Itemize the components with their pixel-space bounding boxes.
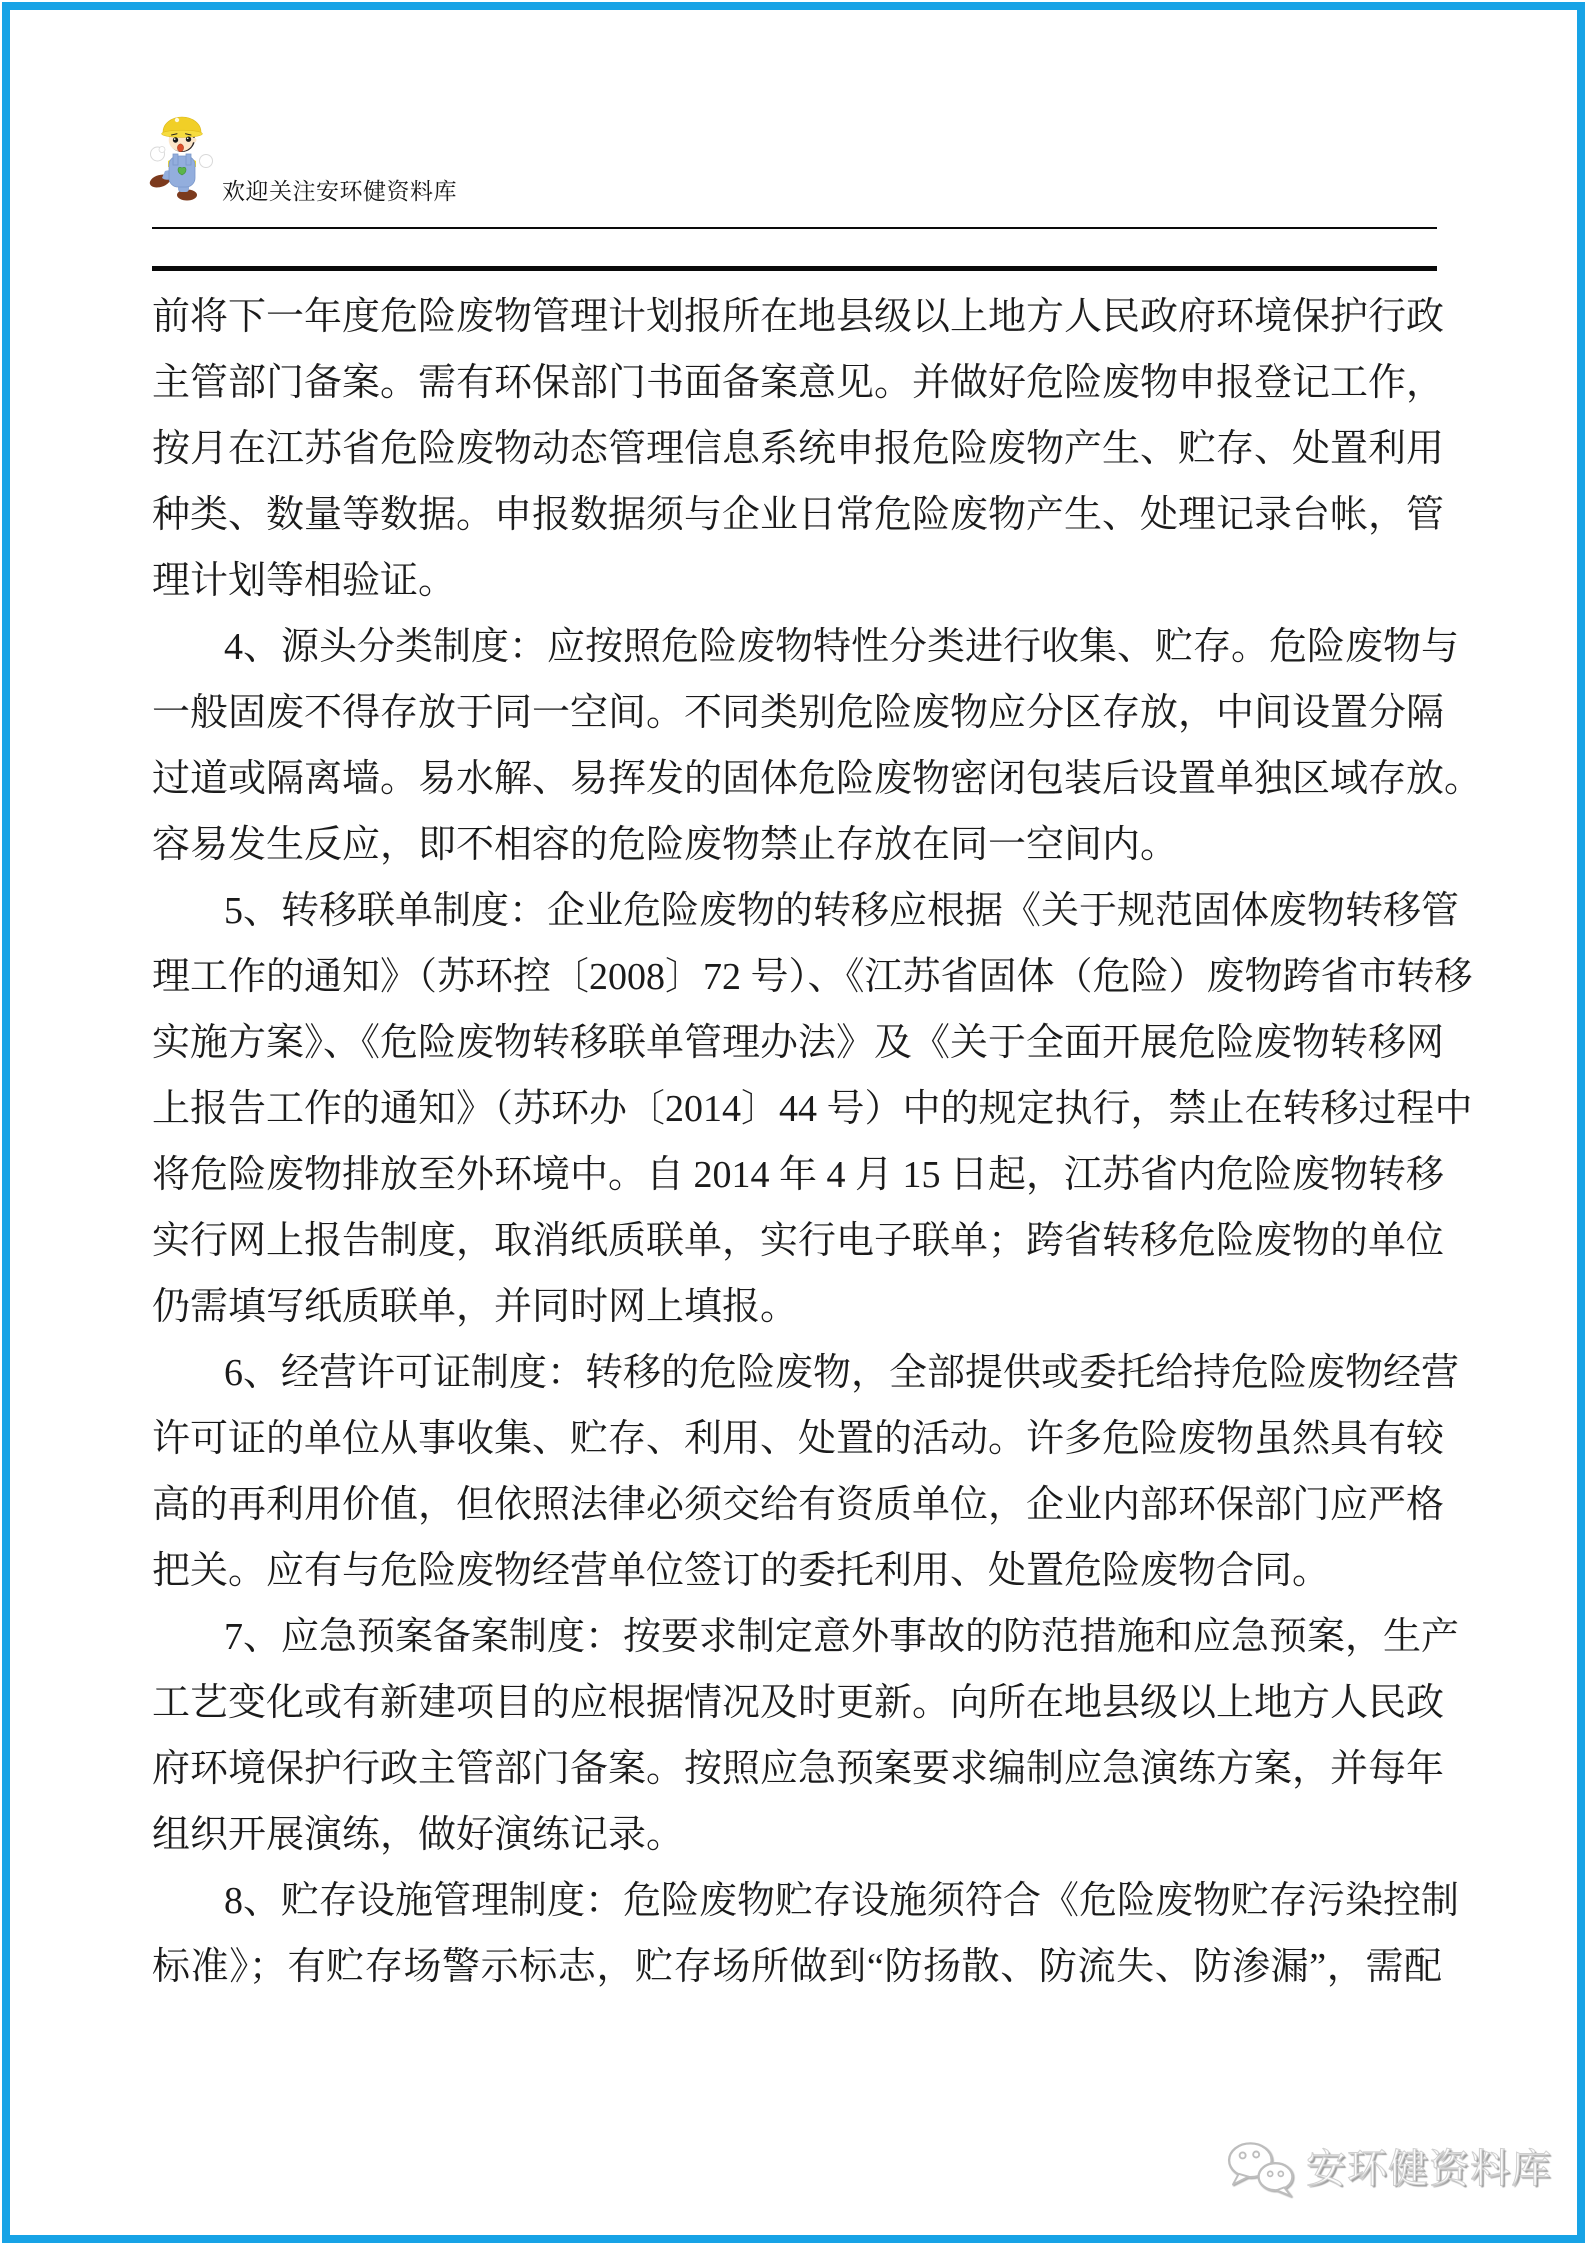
- header-rule-thick: [152, 266, 1437, 271]
- body-text-line: 实行网上报告制度，取消纸质联单，实行电子联单；跨省转移危险废物的单位: [152, 1220, 1445, 1262]
- body-text-line: 上报告工作的通知》（苏环办〔2014〕44 号）中的规定执行，禁止在转移过程中: [152, 1088, 1473, 1130]
- body-text-line: 实施方案》、《危险废物转移联单管理办法》及《关于全面开展危险废物转移网: [152, 1022, 1445, 1064]
- body-text-line: 过道或隔离墙。易水解、易挥发的固体危险废物密闭包装后设置单独区域存放。: [152, 758, 1483, 800]
- footer-watermark: [1226, 2140, 1552, 2198]
- watermark-text: 安环健资料库: [1306, 2146, 1552, 2191]
- body-text-line: 按月在江苏省危险废物动态管理信息系统申报危险废物产生、贮存、处置利用: [152, 428, 1445, 470]
- body-text-line: 8、贮存设施管理制度：危险废物贮存设施须符合《危险废物贮存污染控制: [224, 1880, 1460, 1922]
- body-text-line: 高的再利用价值，但依照法律必须交给有资质单位，企业内部环保部门应严格: [152, 1484, 1445, 1526]
- body-text-line: 工艺变化或有新建项目的应根据情况及时更新。向所在地县级以上地方人民政: [152, 1682, 1445, 1724]
- body-text-line: 把关。应有与危险废物经营单位签订的委托利用、处置危险废物合同。: [152, 1550, 1331, 1592]
- body-text-line: 组织开展演练，做好演练记录。: [152, 1814, 685, 1856]
- body-text-line: 6、经营许可证制度：转移的危险废物，全部提供或委托给持危险废物经营: [224, 1352, 1460, 1394]
- body-text-line: 4、源头分类制度：应按照危险废物特性分类进行收集、贮存。危险废物与: [224, 626, 1460, 668]
- safety-worker-mascot-icon: [149, 109, 213, 201]
- wechat-icon: [1226, 2140, 1296, 2198]
- header-rule-thin: [152, 227, 1437, 229]
- body-text-line: 理计划等相验证。: [152, 560, 457, 602]
- body-text-line: 一般固废不得存放于同一空间。不同类别危险废物应分区存放，中间设置分隔: [152, 692, 1445, 734]
- body-text-line: 容易发生反应，即不相容的危险废物禁止存放在同一空间内。: [152, 824, 1179, 866]
- body-text-line: 许可证的单位从事收集、贮存、利用、处置的活动。许多危险废物虽然具有较: [152, 1418, 1445, 1460]
- body-text-line: 府环境保护行政主管部门备案。按照应急预案要求编制应急演练方案，并每年: [152, 1748, 1445, 1790]
- body-text-line: 主管部门备案。需有环保部门书面备案意见。并做好危险废物申报登记工作，: [152, 362, 1445, 404]
- body-text-line: 种类、数量等数据。申报数据须与企业日常危险废物产生、处理记录台帐，管: [152, 494, 1445, 536]
- body-text-line: 5、转移联单制度：企业危险废物的转移应根据《关于规范固体废物转移管: [224, 890, 1460, 932]
- body-text-line: 标准》；有贮存场警示标志，贮存场所做到“防扬散、防流失、防渗漏”，需配: [152, 1946, 1442, 1988]
- header-slogan: 欢迎关注安环健资料库: [222, 179, 457, 204]
- body-text-line: 前将下一年度危险废物管理计划报所在地县级以上地方人民政府环境保护行政: [152, 296, 1445, 338]
- body-text-line: 仍需填写纸质联单，并同时网上填报。: [152, 1286, 799, 1328]
- body-text-line: 理工作的通知》（苏环控〔2008〕72 号）、《江苏省固体（危险）废物跨省市转移: [152, 956, 1473, 998]
- body-text-line: 7、应急预案备案制度：按要求制定意外事故的防范措施和应急预案，生产: [224, 1616, 1460, 1658]
- document-body: [152, 284, 1483, 2000]
- body-text-line: 将危险废物排放至外环境中。自 2014 年 4 月 15 日起，江苏省内危险废物转移: [152, 1154, 1445, 1196]
